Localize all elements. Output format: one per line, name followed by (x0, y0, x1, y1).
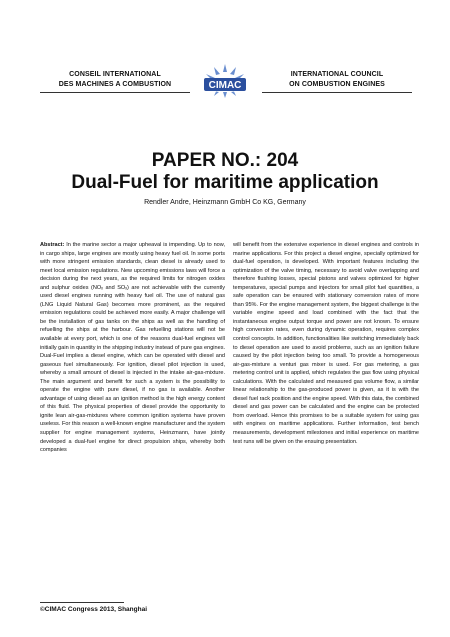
left-org-line1: CONSEIL INTERNATIONAL (69, 71, 161, 78)
left-org-line2: DES MACHINES A COMBUSTION (58, 81, 172, 88)
paper-number: PAPER NO.: 204 (151, 150, 299, 171)
paper-authors: Rendler Andre, Heinzmann GmbH Co KG, Germany (144, 199, 306, 206)
abstract-label: Abstract: (40, 242, 65, 248)
footer-copyright: ©CIMAC Congress 2013, Shanghai (40, 606, 148, 613)
abstract-right-column (233, 241, 419, 446)
left-header-rule (40, 92, 190, 93)
right-header-rule (262, 92, 412, 93)
left-organization-header (40, 70, 190, 90)
cimac-logo (200, 62, 250, 100)
cimac-logo-graphic (200, 62, 250, 100)
right-org-line2: ON COMBUSTION ENGINES (289, 81, 385, 88)
abstract-text-right: will benefit from the extensive experience in diesel engines and controls in marine applications. For this project a diesel engine, specially optimized for dual-fuel operation, is developed. With important features including the optimization of the valve timing, necessary to avoid valve overlapping and therefore flushing losses, special pistons and valves optimized for higher temperatures, special pumps and injectors for small pilot fuel quantities, a safe operation can be ensured with stationary conversion rates of more than 95%. For the engine management system, the biggest challenge is the variable engine speed and load combined with the fact that the instantaneous engine output torque and power are not known. To ensure high conversion rates, even during dynamic operation, requires complex control concepts. In addition, functionalities like switching immediately back to diesel operation are used to avoid problems, such as an ignition failure caused by the pilot injection being too small. To provide a homogeneous air-gas-mixture a venturi gas mixer is used. For gas metering, a gas metering control unit is applied, which regulates the gas flow using physical calculations. With the calculated and measured gas volume flow, a similar linear relationship to the gas-produced power is given, as it is with the diesel fuel rack position and the engine speed. With this data, the combined diesel and gas power can be calculated and the engine can be protected from overload. Hence this promises to be a suitable system for using gas with engines on maritime applications. Further information, test bench measurements, development milestones and initial experience on maritime test runs will be given on the ensuing presentation. (233, 242, 419, 445)
abstract-text-left: In the marine sector a major upheaval is impending. Up to now, in cargo ships, large engines are mostly using heavy fuel oil. In some ports with more stringent emission standards, clean diesel is already used to meet local emission regulations. New upcoming emissions laws will force a decision during the next years, as the required limits for nitrogen oxides and sulphur oxides (NOₓ and SOₓ) are not achievable with the currently used diesel engines running with heavy fuel oil. The use of natural gas (LNG Liquid Natural Gas) becomes more prominent, as the required emission regulations could be achieved more easily. A major challenge will be the installation of gas tanks on the ships as well as the handling of refuelling the ships at the harbour. Gas refuelling stations will not be available at every port, which is one of the reasons dual-fuel engines will initially gain in quantity in the shipping industry instead of pure gas engines. Dual-Fuel implies a diesel engine, which can be operated with diesel and gaseous fuel simultaneously. For ignition, diesel pilot injection is used, whereby a small amount of diesel is injected in the intake air-gas-mixture. The main argument and benefit for such a system is the possibility to operate the engine with pure diesel, if no gas is available. Another advantage of using diesel as an ignition method is the high energy content of this fluid. The physical properties of diesel provide the opportunity to ignite lean air-gas-mixtures where common ignition systems have proven useless. For this reason a well-known engine manufacturer and the system supplier for engine management systems, Heinzmann, have jointly developed a dual-fuel engine for direct propulsion ships, whereby both companies (40, 242, 226, 454)
abstract-left-column (40, 241, 225, 455)
footer-rule (40, 602, 124, 603)
abstract-paragraph-left (40, 241, 225, 455)
logo-text: CIMAC (208, 80, 242, 92)
right-org-line1: INTERNATIONAL COUNCIL (290, 71, 384, 78)
paper-title: Dual-Fuel for maritime application (71, 172, 379, 193)
right-organization-header (262, 70, 412, 90)
